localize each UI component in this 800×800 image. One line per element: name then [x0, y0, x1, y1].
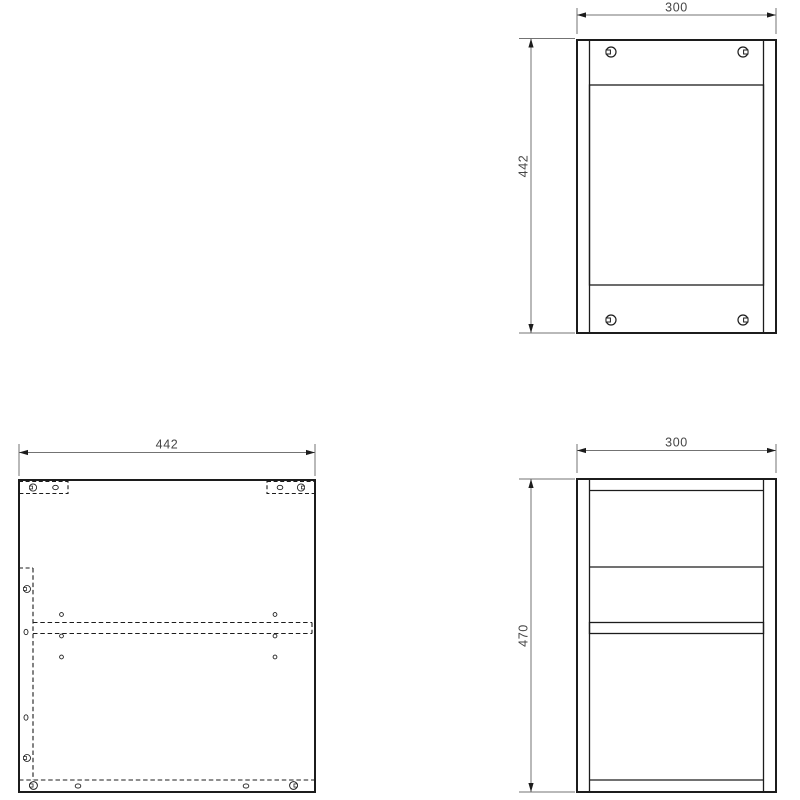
cam-screw-icon	[290, 782, 298, 790]
cam-screw-icon	[738, 47, 748, 57]
cam-screw-icon	[29, 484, 36, 491]
cam-screw-icon	[606, 315, 616, 325]
dimension-label: 442	[155, 437, 179, 452]
dimension-label: 300	[665, 0, 688, 15]
cam-screw-icon	[24, 586, 31, 593]
cam-screw-icon	[297, 484, 304, 491]
cam-screw-icon	[738, 315, 748, 325]
cam-screw-icon	[30, 782, 38, 790]
dimension-label: 300	[665, 435, 688, 450]
dimension-label: 470	[516, 624, 531, 647]
cam-screw-icon	[24, 755, 31, 762]
cam-screw-icon	[606, 47, 616, 57]
dimension-label: 442	[516, 154, 531, 178]
